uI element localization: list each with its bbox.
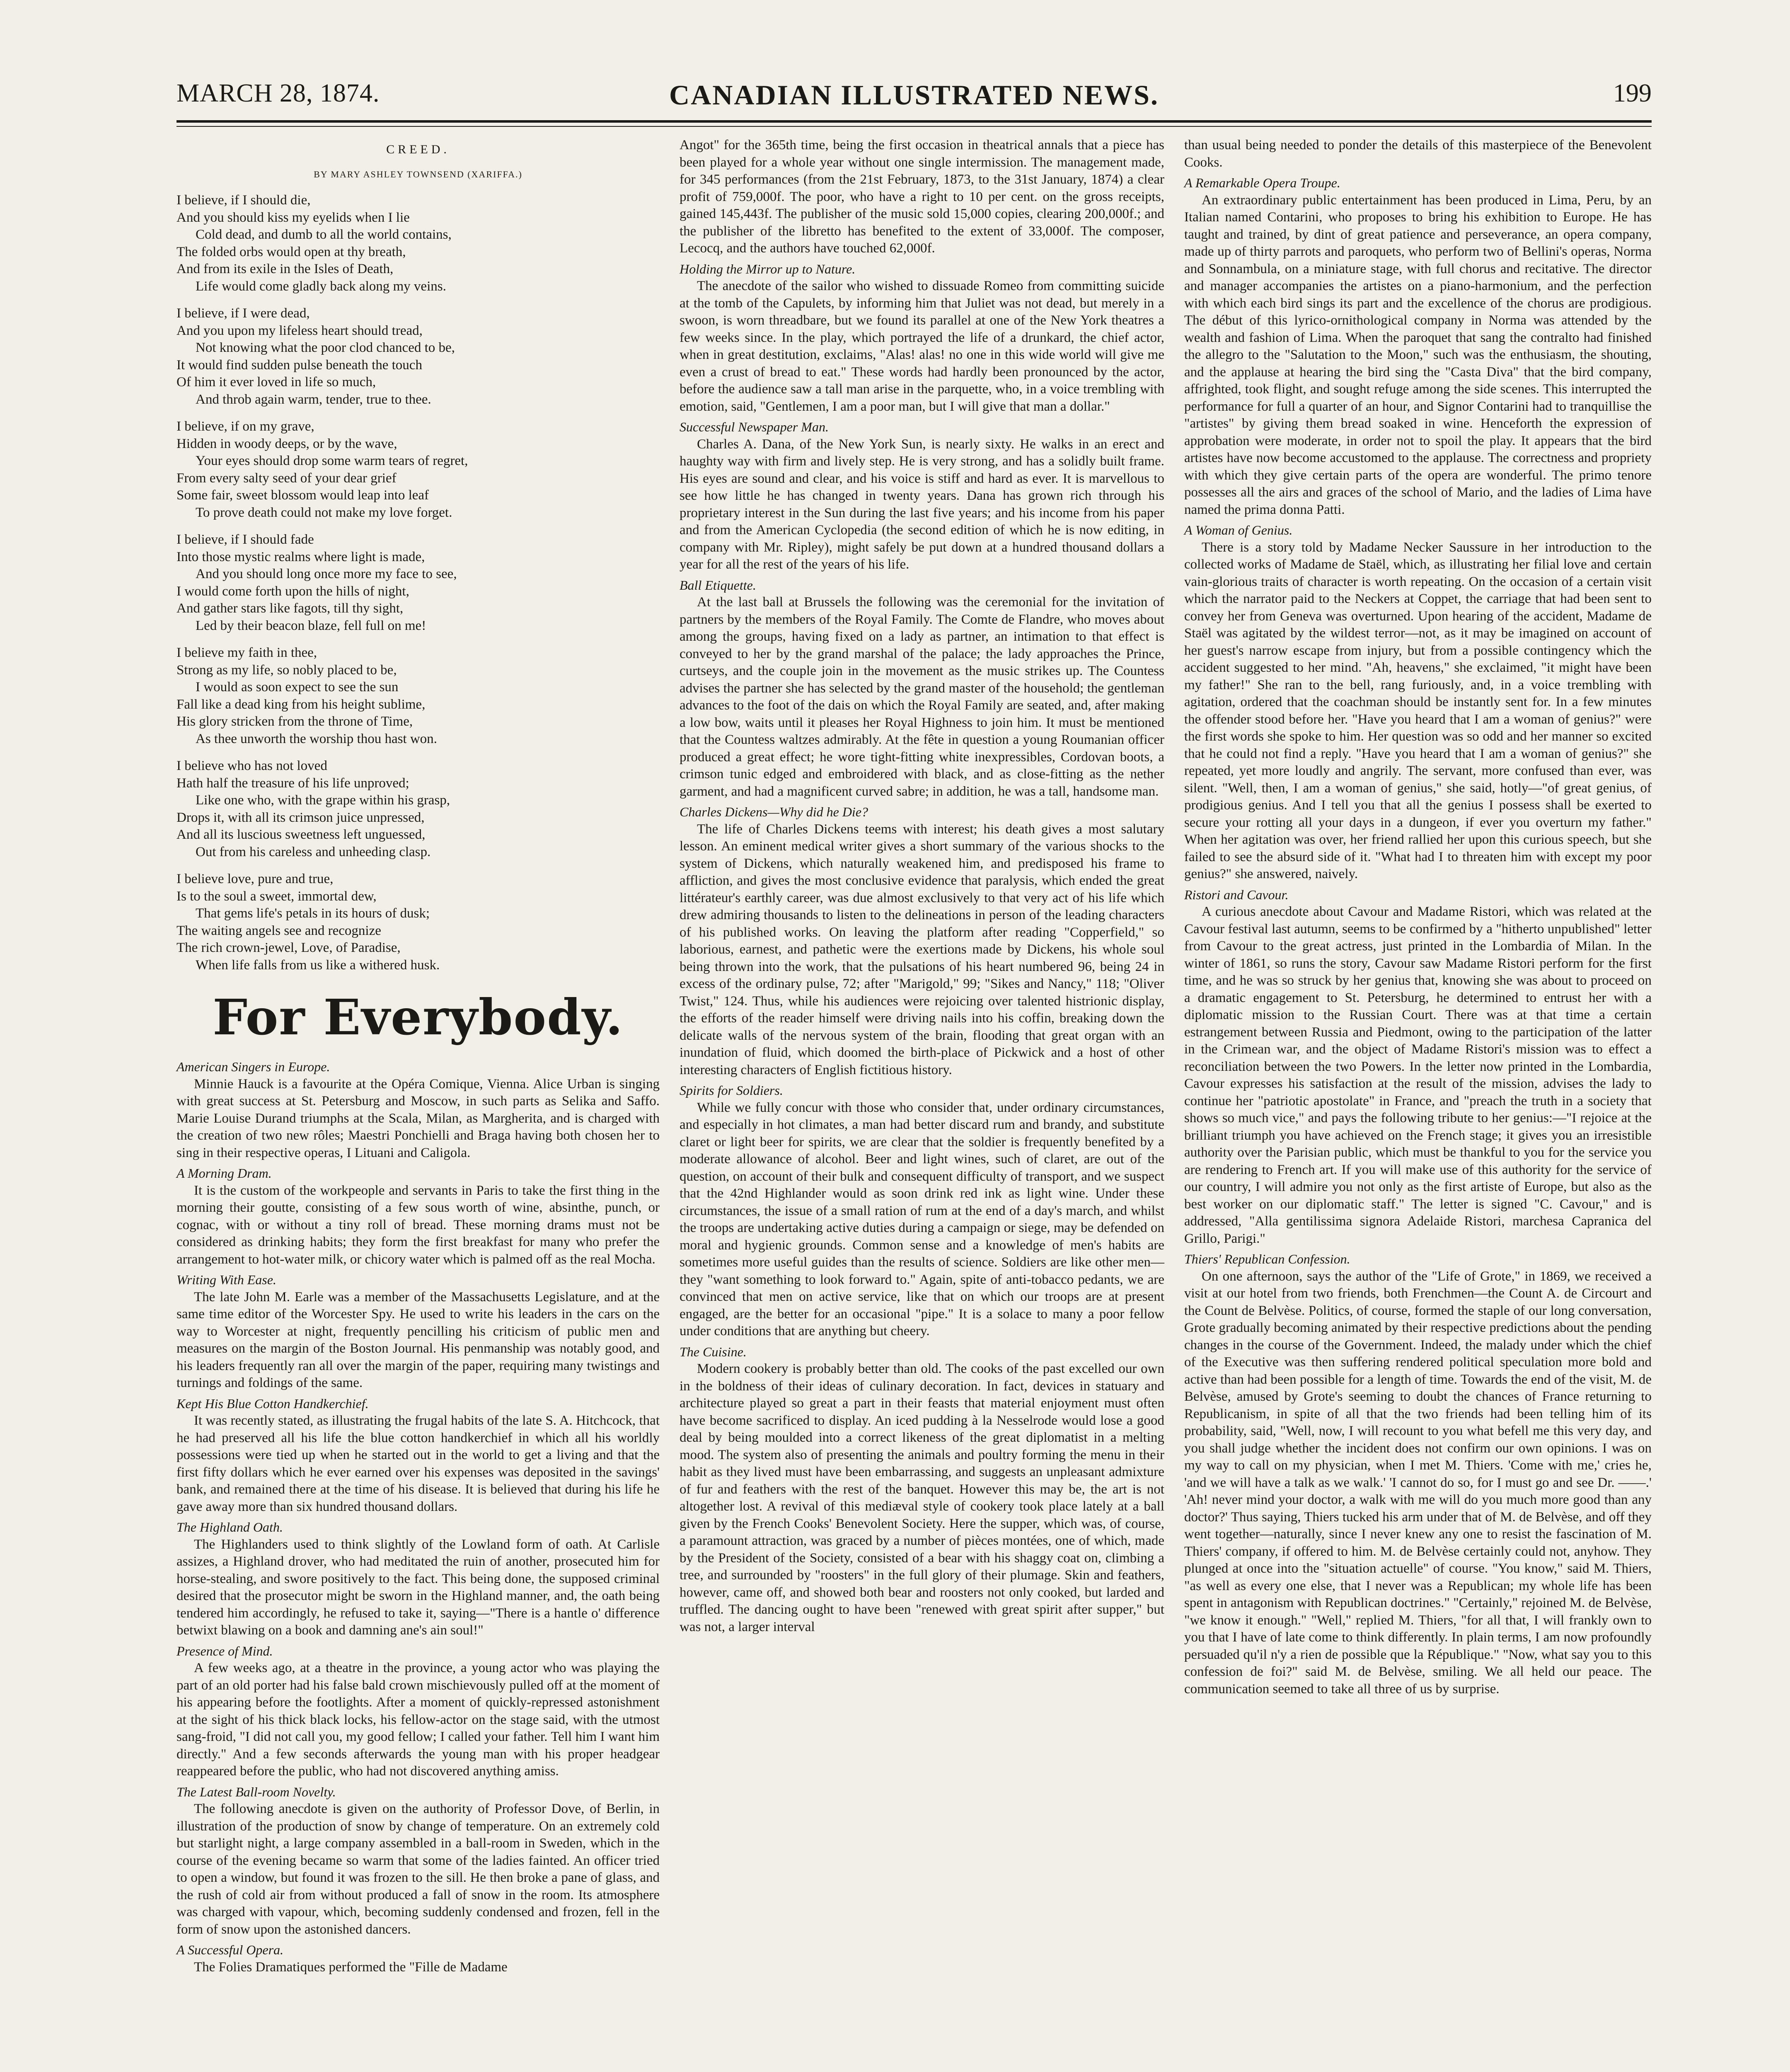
poem-line: Not knowing what the poor clod chanced to be, [196, 340, 455, 355]
article-paragraph: Angot" for the 365th time, being the first occasion in theatrical annals that a piece has been played for a whole year without one single intermission. The management made, for 345 performances (from the 21st February, 1873, to the 31st January, 1874) a clear profit of 759,000f. The poor, who have a right to 10 per cent. on the gross receipts, gained 145,443f. The publisher of the music sold 15,000 copies, clearing 200,000f.; and the publisher of the libretto has benefited to the extent of 33,000f. The composer, Lecocq, and the authors have touched 62,000f. [680, 138, 1164, 256]
poem-line: Cold dead, and dumb to all the world contains, [196, 227, 452, 242]
poem-line: From every salty seed of your dear grief [177, 470, 397, 486]
poem-line: That gems life's petals in its hours of dusk; [196, 906, 430, 921]
article-heading: A Woman of Genius. [1184, 523, 1293, 537]
column-3 [1184, 137, 1652, 1698]
poem-stanza [177, 418, 660, 521]
article-paragraph: An extraordinary public entertainment has been produced in Lima, Peru, by an Italian named Contarini, who proposes to bring his exhibition to Europe. He has taught and trained, by dint of great patience and perseverance, an opera company, made up of thirty parrots and paroquets, who perform two of Bellini's operas, Norma and Sonnambula, on a miniature stage, with full chorus and recitative. The director and manager accompanies the artistes on a piano-harmonium, and the perfection with which each bird sings its part and the excellence of the chorus are prodigious. The début of this lyrico-ornithological company in Norma was attended by the wealth and fashion of Lima. When the paroquet that sang the contralto had finished the allegro to the "Salutation to the Moon," such was the enthusiasm, the shouting, and the applause at hearing the bird sing the "Casta Diva" that the bird company, affrighted, took flight, and sought refuge among the side scenes. This interrupted the performance for full a quarter of an hour, and Signor Contarini had to tranquillise the "artistes" by giving them bread soaked in wine. Henceforth the expression of approbation were moderate, in order not to spoil the play. It appears that the bird artistes have now become accustomed to the applause. The correctness and propriety with which they give certain parts of the opera are wonderful. The primo tenore possesses all the airs and graces of the school of Mario, and the ladies of Lima have named the prima donna Patti. [1184, 192, 1652, 517]
newspaper-title: CANADIAN ILLUSTRATED NEWS. [669, 79, 1159, 111]
article-heading: Spirits for Soldiers. [680, 1083, 783, 1098]
article-heading: A Remarkable Opera Troupe. [1184, 175, 1340, 190]
article-heading: A Morning Dram. [177, 1166, 272, 1181]
issue-date: MARCH 28, 1874. [177, 79, 380, 107]
article-paragraph: A few weeks ago, at a theatre in the province, a young actor who was playing the part of an old porter had his false bald crown mischievously pulled off at the moment of his appearing before the footlights. After a moment of quickly-repressed astonishment at the sight of his thick black locks, his fellow-actor on the stage said, with the utmost sang-froid, "I did not call you, my good fellow; I called your father. Tell him I want him directly." And a few seconds afterwards the young man with his proper headgear reappeared before the public, who had not discovered anything amiss. [177, 1661, 660, 1779]
poem-body [177, 192, 660, 974]
poem-line: Your eyes should drop some warm tears of regret, [196, 453, 468, 468]
poem-line: I would as soon expect to see the sun [196, 680, 399, 695]
column-1 [177, 137, 660, 1976]
poem-line: I believe who has not loved [177, 758, 327, 773]
poem-line: Is to the soul a sweet, immortal dew, [177, 888, 377, 904]
poem-stanza [177, 531, 660, 634]
article-paragraph: The life of Charles Dickens teems with interest; his death gives a most salutary lesson. An eminent medical writer gives a short summary of the various shocks to the system of Dickens, which naturally weakened him, and predisposed his frame to affliction, and gives the most conclusive evidence that paralysis, which ended the great littérateur's earthly career, was due almost exclusively to that very act of his life which drew admiring thousands to listen to the delineations in person of the leading characters of his published works. On leaving the platform after reading "Copperfield," so laborious, earnest, and pathetic were the exertions made by Dickens, his whole soul being thrown into the work, that the pulsations of his heart numbered 96, being 24 in excess of the ordinary pulse, 72; after "Marigold," 99; "Sikes and Nancy," 118; "Oliver Twist," 124. Thus, while his audiences were rejoicing over talented histrionic display, the efforts of the reader himself were driving nails into his coffin, breaking down the delicate walls of the nervous system of the brain, flooding that great organ with an inundation of fluid, which doomed the birth-place of Pickwick and a host of other interesting characters of English fictitious history. [680, 821, 1164, 1077]
article-paragraph: While we fully concur with those who consider that, under ordinary circumstances, and especially in hot climates, a man had better discard rum and brandy, and substitute claret or light beer for spirits, we are clear that the soldier is frequently benefited by a moderate allowance of alcohol. Beer and light wines, such of claret, are out of the question, on account of their bulk and consequent difficulty of transport, and we suspect that the 42nd Highlander would as soon drink red ink as light wine. Under these circumstances, the issue of a small ration of rum at the end of a day's march, and whilst the troops are undertaking active duties during a campaign or siege, may be defended on moral and hygienic grounds. Common sense and a knowledge of men's habits are sometimes more useful guides than the results of science. Soldiers are like other men—they "want something to look forward to." Again, spite of anti-tobacco pedants, we are convinced that men on active service, like that on which our troops are at present engaged, are the better for an occasional "pipe." It is a solace to many a poor fellow under conditions that are anything but cheery. [680, 1100, 1164, 1339]
poem-line: And from its exile in the Isles of Death, [177, 261, 394, 276]
article-paragraph: than usual being needed to ponder the details of this masterpiece of the Benevolent Cooks. [1184, 138, 1652, 170]
poem-stanza [177, 871, 660, 974]
article-heading: Thiers' Republican Confession. [1184, 1251, 1350, 1266]
poem-line: Like one who, with the grape within his grasp, [196, 793, 450, 808]
poem-line: I believe, if on my grave, [177, 419, 314, 434]
poem-stanza [177, 758, 660, 861]
poem-stanza [177, 644, 660, 748]
poem-line: As thee unworth the worship thou hast won. [196, 731, 437, 746]
article-paragraph: Modern cookery is probably better than old. The cooks of the past excelled our own in the boldness of their ideas of culinary decoration. In fact, devices in statuary and architecture played so great a part in their feasts that material enjoyment must often have become sacrificed to display. An iced pudding à la Nesselrode would lose a good deal by being moulded into a correct likeness of the great diplomatist in a melting mood. The system also of presenting the animals and poultry forming the menu in their habit as they lived must have been embarrassing, and suggests an unpleasant admixture of fur and feathers with the rest of the banquet. However this may be, the art is not altogether lost. A revival of this mediæval style of cookery took place lately at a ball given by the French Cooks' Benevolent Society. Here the supper, which was, of course, a paramount attraction, was graced by a number of pièces montées, one of which, made by the President of the Society, consisted of a bear with his shaggy coat on, climbing a tree, and surrounded by "roosters" in the full glory of their plumage. Skin and feathers, however, came off, and showed both bear and roosters not only cooked, but larded and truffled. The dancing ought to have been "renewed with great spirit after supper," but was not, a larger interval [680, 1361, 1164, 1634]
poem-line: When life falls from us like a withered husk. [196, 957, 440, 973]
article-paragraph: Minnie Hauck is a favourite at the Opéra Comique, Vienna. Alice Urban is singing with great success at St. Petersburg and Moscow, in such parts as Selika and Saffo. Marie Louise Durand triumphs at the Scala, Milan, as Margherita, and is charged with the creation of two new rôles; Maestri Ponchielli and Braga having both chosen her to sing in their respective operas, I Lituani and Caligola. [177, 1076, 660, 1160]
article-paragraph: Charles A. Dana, of the New York Sun, is nearly sixty. He walks in an erect and haughty way with firm and lively step. He is very strong, and has a solidly built frame. His eyes are sound and clear, and his voice is stiff and hard as ever. It is marvellous to see how little he has changed in twenty years. Dana has grown rich through his proprietary interest in the Sun during the last five years; and his income from his paper and from the American Cyclopedia (the second edition of which he is now editing, in company with Mr. Ripley), might safely be put down at a hundred thousand dollars a year for all the rest of the years of his life. [680, 436, 1164, 572]
poem-line: And you should kiss my eyelids when I lie [177, 210, 410, 225]
poem-line: To prove death could not make my love forget. [196, 505, 452, 520]
poem-line: I believe, if I should die, [177, 193, 311, 208]
poem-line: Hidden in woody deeps, or by the wave, [177, 436, 397, 451]
poem-line: Some fair, sweet blossom would leap into leaf [177, 488, 429, 503]
article-heading: American Singers in Europe. [177, 1059, 330, 1074]
article-heading: Successful Newspaper Man. [680, 419, 829, 434]
article-paragraph: At the last ball at Brussels the following was the ceremonial for the invitation of partners by the members of the Royal Family. The Comte de Flandre, who moves about among the groups, having fixed on a lady as partner, an intimation to that effect is conveyed to her by the grand marshal of the palace; the lady approaches the Prince, curtseys, and the couple join in the movement as the music strikes up. The Countess advises the partner she has selected by the grand master of the household; the gentleman advances to the foot of the dais on which the Royal Family are seated, and, after making a low bow, waits until it pleases her Royal Highness to join him. It must be mentioned that the Countess waltzes admirably. At the fête in question a young Roumanian officer produced a great effect; he wore tight-fitting white inexpressibles, Cordovan boots, a crimson tunic edged and embroidered with black, and as close-fitting as the nether garment, and had a magnificent curved sabre; in addition, he was a tall, handsome man. [680, 595, 1164, 799]
poem-line: Fall like a dead king from his height sublime, [177, 697, 426, 712]
article-paragraph: The following anecdote is given on the authority of Professor Dove, of Berlin, in illustration of the production of snow by change of temperature. On an extremely cold but starlight night, a large company assembled in a ball-room in Sweden, which in the course of the evening became so warm that some of the ladies fainted. An officer tried to open a window, but found it was frozen to the sill. He then broke a pane of glass, and the rush of cold air from without produced a fall of snow in the room. Its atmosphere was charged with vapour, which, becoming suddenly condensed and frozen, fell in the form of snow upon the astonished dancers. [177, 1801, 660, 1937]
poem-title: CREED. [386, 143, 450, 156]
poem-line: And throb again warm, tender, true to thee. [196, 392, 431, 407]
poem-byline: BY MARY ASHLEY TOWNSEND (XARIFFA.) [314, 169, 522, 179]
poem-line: And all its luscious sweetness left unguessed, [177, 827, 426, 842]
article-heading: The Cuisine. [680, 1344, 747, 1359]
article-heading: The Latest Ball-room Novelty. [177, 1784, 336, 1799]
section-heading: For Everybody. [213, 988, 624, 1046]
poem-line: I would come forth upon the hills of night, [177, 583, 409, 599]
article-paragraph: The late John M. Earle was a member of the Massachusetts Legislature, and at the same time editor of the Worcester Spy. He used to write his leaders in the cars on the way to Worcester at night, frequently pencilling his criticism of public men and measures on the margin of the Boston Journal. His penmanship was notably good, and his leaders frequently ran all over the margin of the paper, requiring many twistings and turnings and foldings of the same. [177, 1289, 660, 1390]
poem-line: Into those mystic realms where light is made, [177, 549, 425, 564]
article-paragraph: A curious anecdote about Cavour and Madame Ristori, which was related at the Cavour festival last autumn, seems to be confirmed by a "hitherto unpublished" letter from Cavour to the great actress, just printed in the Lombardia of Milan. In the winter of 1861, so runs the story, Cavour saw Madame Ristori perform for the first time, and he was so struck by her genius that, knowing she was about to proceed on a dramatic engagement to St. Petersburg, he determined to entrust her with a diplomatic mission to the Russian Court. There was at that time a certain estrangement between Russia and Piedmont, owing to the participation of the latter in the Crimean war, and the object of Madame Ristori's mission was to effect a reconciliation between the two Powers. In the letter now printed in the Lombardia, Cavour expresses his satisfaction at the result of the mission, advises the lady to continue her "patriotic apostolate" in France, and "preach the truth in a society that shows so much vice," and pays the following tribute to her genius:—"I rejoice at the brilliant triumph you have achieved on the French stage; it gives you an irresistible authority over the Parisian public, which must be thankful to you for the service you are rendering to French art. If you will make use of this authority for the service of our country, I will admire you not only as the first artiste of Europe, but also as the best worker on our diplomatic staff." The letter is signed "C. Cavour," and is addressed, "Alla gentilissima signora Adelaide Ristori, marchesa Capranica del Grillo, Parigi." [1184, 904, 1652, 1246]
poem-line: I believe, if I should fade [177, 532, 314, 547]
poem-line: His glory stricken from the throne of Time, [177, 714, 413, 729]
poem-line: Hath half the treasure of his life unproved; [177, 775, 409, 791]
poem-line: Out from his careless and unheeding clasp. [196, 844, 431, 859]
masthead-rule [177, 120, 1652, 123]
column-2 [680, 137, 1164, 1636]
poem-line: The waiting angels see and recognize [177, 923, 381, 938]
poem-line: Drops it, with all its crimson juice unpressed, [177, 810, 425, 825]
article-paragraph: On one afternoon, says the author of the "Life of Grote," in 1869, we received a visit at our hotel from two friends, both Frenchmen—the Count A. de Circourt and the Count de Belvèse. Politics, of course, formed the staple of our long conversation, Grote gradually becoming animated by their respective predictions about the pending changes in the course of the Government. Indeed, the malady under which the chief of the Executive was then suffering rendered political speculation more bold and active than had been possible for a length of time. Towards the end of the visit, M. de Belvèse, amused by Grote's seeming to doubt the chances of France returning to Republicanism, in spite of all that the two friends had been telling him of its probability, said, "Well, now, I will recount to you what befell me this very day, and you shall judge whether the incident does not confirm our own opinions. I was on my way to call on my physician, when I met M. Thiers. 'Come with me,' cries he, 'and we will have a talk as we walk.' 'I cannot do so, for I must go and see Dr. ——.' 'Ah! never mind your doctor, a walk with me will do you much more good than any doctor?' Thus saying, Thiers tucked his arm under that of M. de Belvèse, and off they went together—naturally, since I never knew any one to resist the fascination of M. Thiers' company, if offered to him. M. de Belvèse certainly could not, anyhow. They plunged at once into the "situation actuelle" of course. "You know," said M. Thiers, "as well as every one else, that I never was a Republican; my whole life has been spent in antagonism with Republican doctrines." "Certainly," rejoined M. de Belvèse, "we know it enough." "Well," replied M. Thiers, "for all that, I will frankly own to you that I have of late come to think differently. In plain terms, I am now profoundly persuaded qu'il n'y a rien de possible que la République." "Now, what say you to this confession de foi?" said M. de Belvèse, smiling. We all held our peace. The communication seemed to take all three of us by surprise. [1184, 1268, 1652, 1697]
article-paragraph: It is the custom of the workpeople and servants in Paris to take the first thing in the morning their goutte, consisting of a few sous worth of wine, absinthe, punch, or cognac, with or without a tiny roll of bread. These morning drams must not be considered as drinking habits; they form the first breakfast for many who prefer the arrangement to hot-water milk, or chicory water which is palmed off as the real Mocha. [177, 1183, 660, 1267]
poem-line: Strong as my life, so nobly placed to be, [177, 662, 397, 678]
poem-line: The rich crown-jewel, Love, of Paradise, [177, 940, 401, 955]
poem-line: And gather stars like fagots, till thy sight, [177, 601, 404, 616]
page-number: 199 [1613, 79, 1652, 107]
article-heading: Ristori and Cavour. [1184, 887, 1289, 902]
poem-line: I believe, if I were dead, [177, 306, 310, 321]
poem-line: The folded orbs would open at thy breath, [177, 244, 406, 259]
masthead [177, 79, 1652, 116]
poem-line: I believe my faith in thee, [177, 645, 317, 660]
poem-line: Led by their beacon blaze, fell full on me! [196, 618, 426, 633]
poem-line: I believe love, pure and true, [177, 871, 334, 886]
article-heading: Writing With Ease. [177, 1272, 276, 1287]
article-heading: Kept His Blue Cotton Handkerchief. [177, 1396, 369, 1411]
column-1-articles [177, 1058, 660, 1976]
article-paragraph: The anecdote of the sailor who wished to dissuade Romeo from committing suicide at the tomb of the Capulets, by informing him that Juliet was not dead, but merely in a swoon, is worn threadbare, but we found its parallel at one of the New York theatres a few weeks since. In the play, which portrayed the life of a drunkard, the chief actor, when in great destitution, exclaims, "Alas! alas! no one in this wide world will give me even a crust of bread to eat." These words had hardly been pronounced by the actor, before the audience saw a tall man arise in the parquette, who, in a voice trembling with emotion, said, "Gentlemen, I am a poor man, but I will give that man a dollar." [680, 278, 1164, 414]
article-heading: The Highland Oath. [177, 1520, 283, 1535]
article-paragraph: It was recently stated, as illustrating the frugal habits of the late S. A. Hitchcock, that he had preserved all his life the blue cotton handkerchief in which all his worldly possessions were tied up when he started out in the world to get a living and that the first fifty dollars which he ever earned over his expenses was deposited in the savings' bank, and remained there at the time of his disease. It is believed that during his life he gave away more than six hundred thousand dollars. [177, 1413, 660, 1514]
article-paragraph: There is a story told by Madame Necker Saussure in her introduction to the collected works of Madame de Staël, which, as illustrating her filial love and certain vain-glorious traits of character is worth repeating. On the occasion of a certain visit which the narrator paid to the Neckers at Coppet, the carriage that had been sent to convey her from Geneva was overturned. Upon hearing of the accident, Madame de Staël was agitated by the wildest terror—not, as it may be imagined on account of her guest's narrow escape from injury, but from a possible contingency which the accident suggested to her mind. "Ah, heavens," she exclaimed, "it might have been my father!" She ran to the bell, rang furiously, and, in a voice trembling with agitation, ordered that the coachman should be instantly sent for. In a few minutes the offender stood before her. "Have you heard that I am a woman of genius?" were the first words she spoke to him. Her question was so odd and her manner so excited that he could not find a reply. "Have you heard that I am a woman of genius?" she repeated, yet more loudly and angrily. The servant, more confused than ever, was silent. "Well, then, I am a woman of genius," she said, hotly—"of great genius, of prodigious genius. And I tell you that all the genius I possess shall be exerted to secure your rotting all your days in a dungeon, if ever you overturn my father." When her agitation was over, her friend rallied her upon this curious speech, but she failed to see the absurd side of it. "What had I to threaten him with except my poor genius?" she answered, naively. [1184, 540, 1652, 881]
article-heading: Presence of Mind. [177, 1643, 273, 1658]
article-heading: Ball Etiquette. [680, 577, 756, 593]
article-heading: A Successful Opera. [177, 1942, 284, 1957]
article-paragraph: The Highlanders used to think slightly of the Lowland form of oath. At Carlisle assizes, a Highland drover, who had meditated the ruin of another, prosecuted him for horse-stealing, and swore positively to the fact. This being done, the supposed criminal desired that the prosecutor might be sworn in the Highland manner, and, the oath being tendered him accordingly, he refused to take it, saying—"There is a hantle o' difference betwixt blawing on a book and damning ane's ain soul!" [177, 1537, 660, 1638]
poem-stanza [177, 192, 660, 295]
poem-line: And you should long once more my face to see, [196, 566, 457, 581]
poem-line: And you upon my lifeless heart should tread, [177, 323, 423, 338]
article-heading: Holding the Mirror up to Nature. [680, 261, 856, 276]
article-heading: Charles Dickens—Why did he Die? [680, 804, 868, 819]
poem-line: Life would come gladly back along my veins. [196, 278, 446, 294]
poem-stanza [177, 305, 660, 408]
poem-line: Of him it ever loved in life so much, [177, 375, 376, 390]
masthead-rule-thin [177, 126, 1652, 127]
article-paragraph: The Folies Dramatiques performed the "Fille de Madame [194, 1959, 508, 1975]
poem-line: It would find sudden pulse beneath the touch [177, 357, 422, 373]
